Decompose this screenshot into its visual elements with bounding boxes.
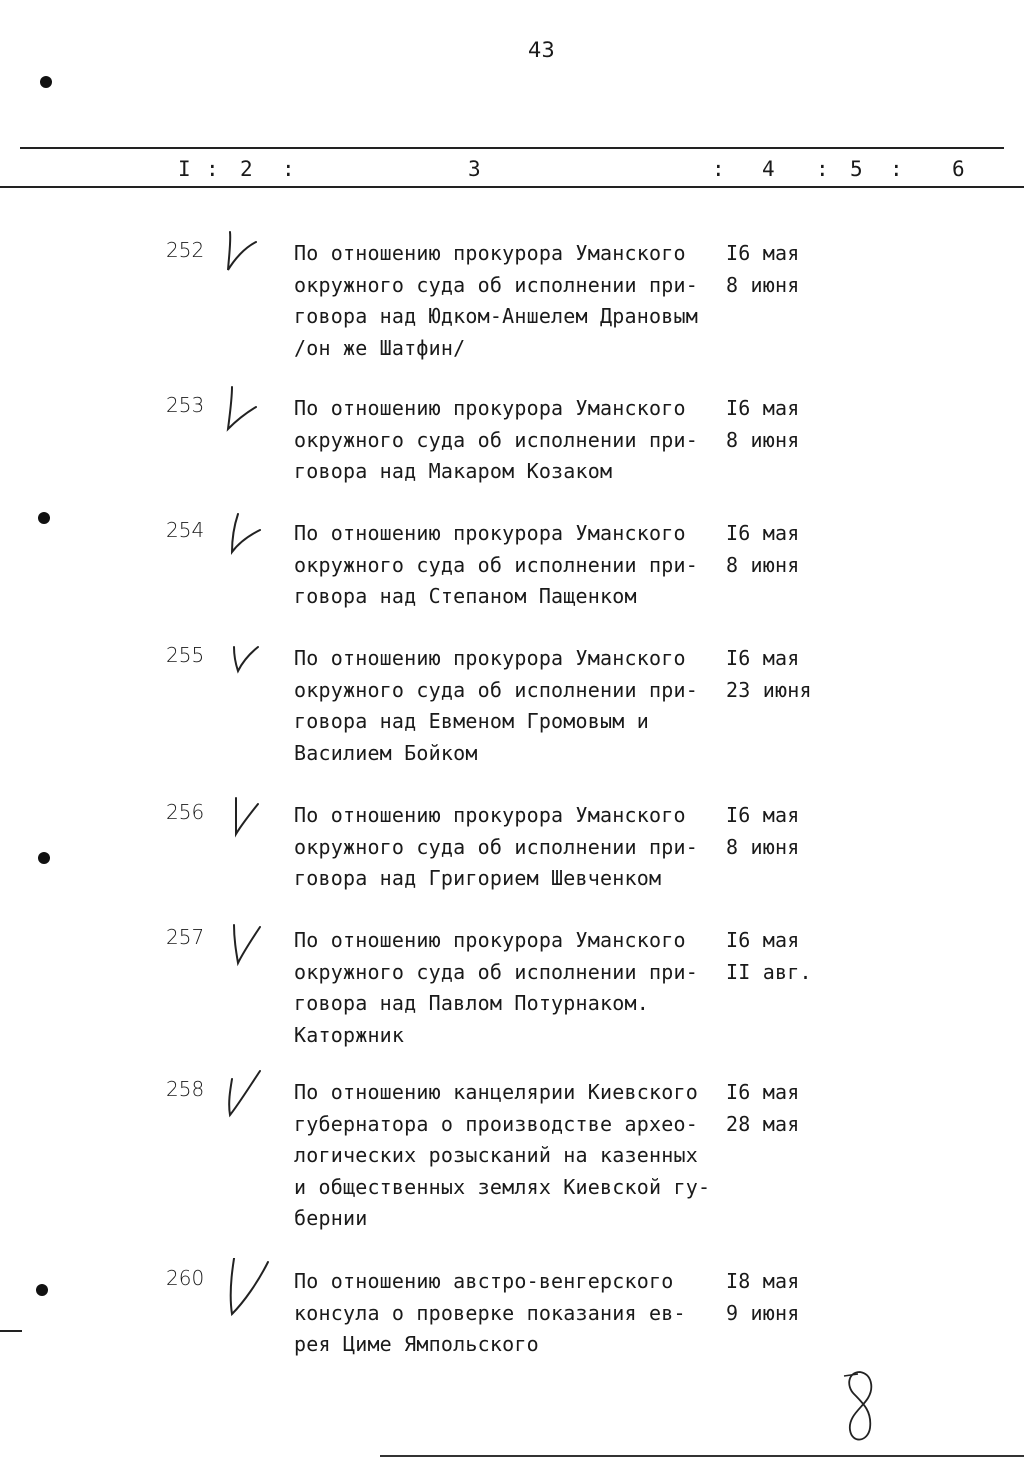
- entry-description: [294, 238, 698, 364]
- entry-dates: [726, 800, 799, 863]
- date-start: I6 мая: [726, 241, 800, 265]
- column-separator: :: [816, 157, 829, 181]
- date-end: 8 июня: [726, 552, 800, 577]
- description-line: Каторжник: [294, 1022, 405, 1047]
- binder-hole: [36, 1284, 48, 1296]
- column-header: 4: [762, 157, 775, 181]
- description-line: По отношению австро-венгерского: [294, 1269, 674, 1293]
- binder-hole: [38, 512, 50, 524]
- description-line: говора над Евменом Громовым и: [294, 709, 649, 733]
- description-line: говора над Степаном Пащенком: [294, 584, 637, 608]
- date-end: 28 мая: [726, 1111, 800, 1136]
- date-end: II авг.: [726, 959, 812, 984]
- date-end: 8 июня: [726, 427, 800, 452]
- entry-description: [294, 925, 698, 1051]
- entry-dates: [726, 518, 799, 581]
- description-line: Василием Бойком: [294, 740, 478, 765]
- column-separator: :: [712, 157, 725, 181]
- entry-number: 258: [166, 1077, 205, 1101]
- description-line: /он же Шатфин/: [294, 335, 466, 360]
- entry-dates: [726, 643, 812, 706]
- column-header: 6: [952, 157, 965, 181]
- checkmark-icon: [218, 230, 266, 278]
- checkmark-icon: [218, 917, 266, 973]
- margin-mark: [0, 1330, 22, 1332]
- description-line: и общественных землях Киевской гу-: [294, 1174, 711, 1199]
- description-line: По отношению прокурора Уманского: [294, 803, 686, 827]
- checkmark-icon: [218, 510, 266, 562]
- archive-mark: [838, 1368, 888, 1448]
- description-line: рея Циме Ямпольского: [294, 1332, 539, 1356]
- description-line: По отношению прокурора Уманского: [294, 928, 686, 952]
- entry-description: [294, 518, 698, 613]
- column-header: 5: [850, 157, 863, 181]
- description-line: окружного суда об исполнении при-: [294, 427, 698, 452]
- date-end: 8 июня: [726, 834, 800, 859]
- date-start: I6 мая: [726, 1080, 800, 1104]
- page-bottom-edge: [380, 1455, 1024, 1457]
- column-header: 3: [468, 157, 481, 181]
- description-line: говора над Григорием Шевченком: [294, 866, 662, 890]
- description-line: губернатора о производстве архео-: [294, 1111, 698, 1136]
- date-end: 9 июня: [726, 1300, 800, 1325]
- entry-number: 252: [166, 238, 205, 262]
- entry-dates: [726, 1077, 799, 1140]
- checkmark-icon: [218, 385, 266, 437]
- entry-description: [294, 1077, 710, 1235]
- entry-dates: [726, 925, 812, 988]
- column-header: I: [178, 157, 191, 181]
- description-line: говора над Макаром Козаком: [294, 459, 613, 483]
- binder-hole: [40, 76, 52, 88]
- checkmark-icon: [218, 635, 266, 683]
- column-separator: :: [206, 157, 219, 181]
- column-separator: :: [890, 157, 903, 181]
- checkmark-icon: [218, 1258, 274, 1330]
- header-rule-bottom: [0, 186, 1024, 188]
- date-start: I6 мая: [726, 396, 800, 420]
- description-line: консула о проверке показания ев-: [294, 1300, 686, 1325]
- column-header: 2: [240, 157, 253, 181]
- date-start: I6 мая: [726, 521, 800, 545]
- date-end: 8 июня: [726, 272, 800, 297]
- header-rule-top: [20, 147, 1004, 149]
- description-line: окружного суда об исполнении при-: [294, 272, 698, 297]
- entry-number: 260: [166, 1266, 205, 1290]
- description-line: По отношению прокурора Уманского: [294, 396, 686, 420]
- description-line: окружного суда об исполнении при-: [294, 834, 698, 859]
- checkmark-icon: [218, 1069, 266, 1129]
- description-line: По отношению канцелярии Киевского: [294, 1080, 698, 1104]
- date-start: I8 мая: [726, 1269, 800, 1293]
- entry-number: 256: [166, 800, 205, 824]
- entry-number: 255: [166, 643, 205, 667]
- column-separator: :: [282, 157, 295, 181]
- entry-dates: [726, 393, 799, 456]
- date-start: I6 мая: [726, 928, 800, 952]
- entry-number: 257: [166, 925, 205, 949]
- description-line: окружного суда об исполнении при-: [294, 959, 698, 984]
- description-line: окружного суда об исполнении при-: [294, 677, 698, 702]
- description-line: бернии: [294, 1206, 368, 1230]
- entry-description: [294, 800, 698, 895]
- description-line: По отношению прокурора Уманского: [294, 241, 686, 265]
- entry-description: [294, 393, 698, 488]
- description-line: По отношению прокурора Уманского: [294, 646, 686, 670]
- entry-number: 254: [166, 518, 205, 542]
- entry-dates: [726, 1266, 799, 1329]
- description-line: логических розысканий на казенных: [294, 1143, 698, 1167]
- description-line: говора над Юдком-Аншелем Драновым: [294, 304, 698, 328]
- entry-description: [294, 1266, 686, 1361]
- date-start: I6 мая: [726, 646, 800, 670]
- entry-number: 253: [166, 393, 205, 417]
- page-number: 43: [528, 38, 555, 62]
- entry-dates: [726, 238, 799, 301]
- description-line: говора над Павлом Потурнаком.: [294, 991, 649, 1015]
- description-line: По отношению прокурора Уманского: [294, 521, 686, 545]
- date-end: 23 июня: [726, 677, 812, 702]
- description-line: окружного суда об исполнении при-: [294, 552, 698, 577]
- entry-description: [294, 643, 698, 769]
- date-start: I6 мая: [726, 803, 800, 827]
- checkmark-icon: [218, 792, 266, 844]
- binder-hole: [38, 852, 50, 864]
